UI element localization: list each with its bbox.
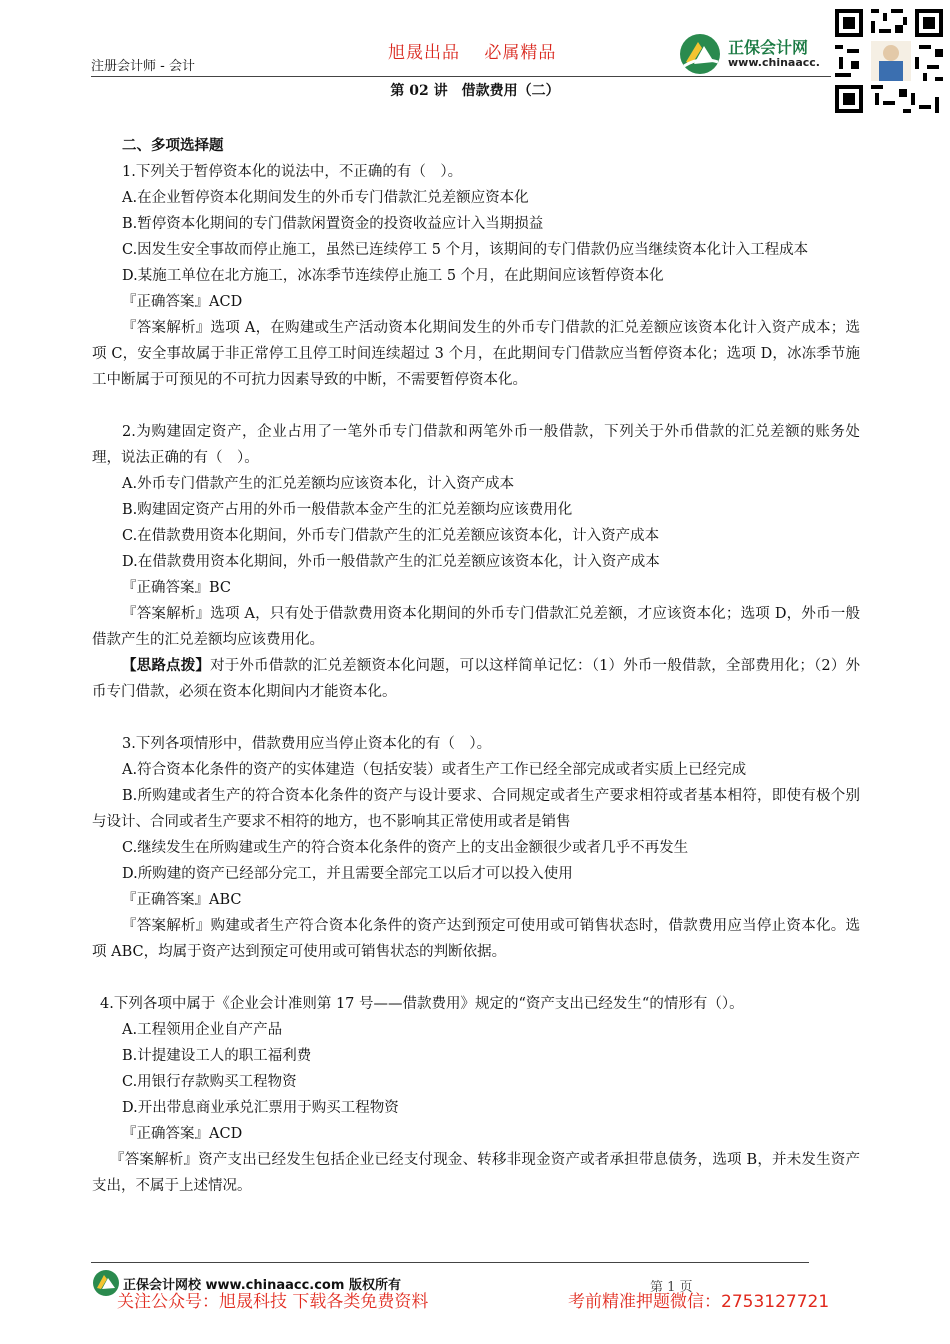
- chinaacc-logo-icon: [678, 32, 724, 76]
- option-a: A.符合资本化条件的资产的实体建造（包括安装）或者生产工作已经全部完成或者实质上已经完成: [122, 762, 747, 778]
- logo-name: 正保会计网: [728, 38, 809, 57]
- correct-answer: 『正确答案』ACD: [122, 294, 243, 310]
- option-b: B.购建固定资产占用的外币一般借款本金产生的汇兑差额均应该费用化: [122, 502, 573, 518]
- option-c: C.继续发生在所购建或生产的符合资本化条件的资产上的支出金额很少或者几乎不再发生: [122, 840, 689, 856]
- option-d: D.开出带息商业承兑汇票用于购买工程物资: [122, 1100, 399, 1116]
- option-c: C.在借款费用资本化期间，外币专门借款产生的汇兑差额应该资本化，计入资产成本: [122, 528, 660, 544]
- page-number: 第 1 页: [650, 1280, 693, 1295]
- answer-explanation: 『答案解析』资产支出已经发生包括企业已经支付现金、转移非现金资产或者承担带息债务，选项 B，并未发生资产支出，不属于上述情况。: [92, 1152, 860, 1194]
- thinking-tip: [92, 653, 860, 705]
- option-d: D.某施工单位在北方施工，冰冻季节连续停止施工 5 个月，在此期间应该暂停资本化: [122, 268, 664, 284]
- slogan-part-2: 必属精品: [484, 43, 557, 63]
- answer-explanation: 『答案解析』选项 A，在购建或生产活动资本化期间发生的外币专门借款的汇兑差额应该资本化计入资产成本；选项 C，安全事故属于非正常停工且停工时间连续超过 3 个月，在此期间专门借款应当暂停资本化；选项 D，冰冻季节施工中断属于可预见的不可抗力因素导致的中断，不需要暂停资本化。: [92, 320, 860, 388]
- option-a: A.工程领用企业自产产品: [122, 1022, 283, 1038]
- promo-wechat-contact: 考前精准押题微信：2753127721: [568, 1292, 830, 1312]
- header-rule: [91, 76, 831, 77]
- promo-wechat-account: 关注公众号：旭晟科技 下载各类免费资料: [117, 1292, 429, 1312]
- thinking-tip-label: 【思路点拨】: [122, 657, 211, 674]
- correct-answer: 『正确答案』ABC: [122, 892, 242, 908]
- option-a: A.在企业暂停资本化期间发生的外币专门借款汇兑差额应资本化: [122, 190, 529, 206]
- question-stem: 2.为购建固定资产，企业占用了一笔外币专门借款和两笔外币一般借款，下列关于外币借款的汇兑差额的账务处理，说法正确的有（ ）。: [92, 424, 860, 466]
- qr-code: [831, 5, 947, 117]
- course-label: 注册会计师 - 会计: [91, 59, 195, 74]
- answer-explanation: 『答案解析』购建或者生产符合资本化条件的资产达到预定可使用或可销售状态时，借款费用应当停止资本化。选项 ABC，均属于资产达到预定可使用或可销售状态的判断依据。: [92, 918, 860, 960]
- option-b: B.所购建或者生产的符合资本化条件的资产与设计要求、合同规定或者生产要求相符或者基本相符，即使有极个别与设计、合同或者生产要求不相符的地方，也不影响其正常使用或者是销售: [92, 788, 860, 830]
- option-c: C.用银行存款购买工程物资: [122, 1074, 297, 1090]
- document-body: [92, 133, 860, 1199]
- option-b: B.计提建设工人的职工福利费: [122, 1048, 312, 1064]
- option-d: D.在借款费用资本化期间，外币一般借款产生的汇兑差额应该资本化，计入资产成本: [122, 554, 660, 570]
- question-stem: 1.下列关于暂停资本化的说法中，不正确的有（ ）。: [122, 164, 463, 180]
- option-b: B.暂停资本化期间的专门借款闲置资金的投资收益应计入当期损益: [122, 216, 544, 232]
- footer-copyright: 正保会计网校 www.chinaacc.com 版权所有: [123, 1278, 401, 1293]
- section-heading: 二、多项选择题: [122, 137, 224, 154]
- lecture-title: 第 02 讲 借款费用（二）: [390, 83, 560, 99]
- chinaacc-logo[interactable]: [678, 32, 828, 76]
- question-stem: 4.下列各项中属于《企业会计准则第 17 号——借款费用》规定的“资产支出已经发生“的情形有（）。: [100, 996, 744, 1012]
- correct-answer: 『正确答案』BC: [122, 580, 232, 596]
- option-c: C.因发生安全事故而停止施工，虽然已连续停工 5 个月，该期间的专门借款仍应当继续资本化计入工程成本: [122, 242, 809, 258]
- slogan-part-1: 旭晟出品: [388, 43, 460, 63]
- logo-url: www.chinaacc.: [728, 56, 820, 69]
- option-d: D.所购建的资产已经部分完工，并且需要全部完工以后才可以投入使用: [122, 866, 573, 882]
- slogan: [388, 38, 556, 63]
- correct-answer: 『正确答案』ACD: [122, 1126, 243, 1142]
- option-a: A.外币专门借款产生的汇兑差额均应该资本化，计入资产成本: [122, 476, 515, 492]
- answer-explanation: 『答案解析』选项 A，只有处于借款费用资本化期间的外币专门借款汇兑差额，才应该资本化；选项 D，外币一般借款产生的汇兑差额均应该费用化。: [92, 606, 860, 648]
- footer-rule: [91, 1262, 809, 1263]
- thinking-tip-text: 对于外币借款的汇兑差额资本化问题，可以这样简单记忆：（1）外币一般借款，全部费用化；（2）外币专门借款，必须在资本化期间内才能资本化。: [92, 658, 861, 700]
- qr-code-icon: [831, 5, 947, 117]
- question-stem: 3.下列各项情形中，借款费用应当停止资本化的有（ ）。: [122, 736, 492, 752]
